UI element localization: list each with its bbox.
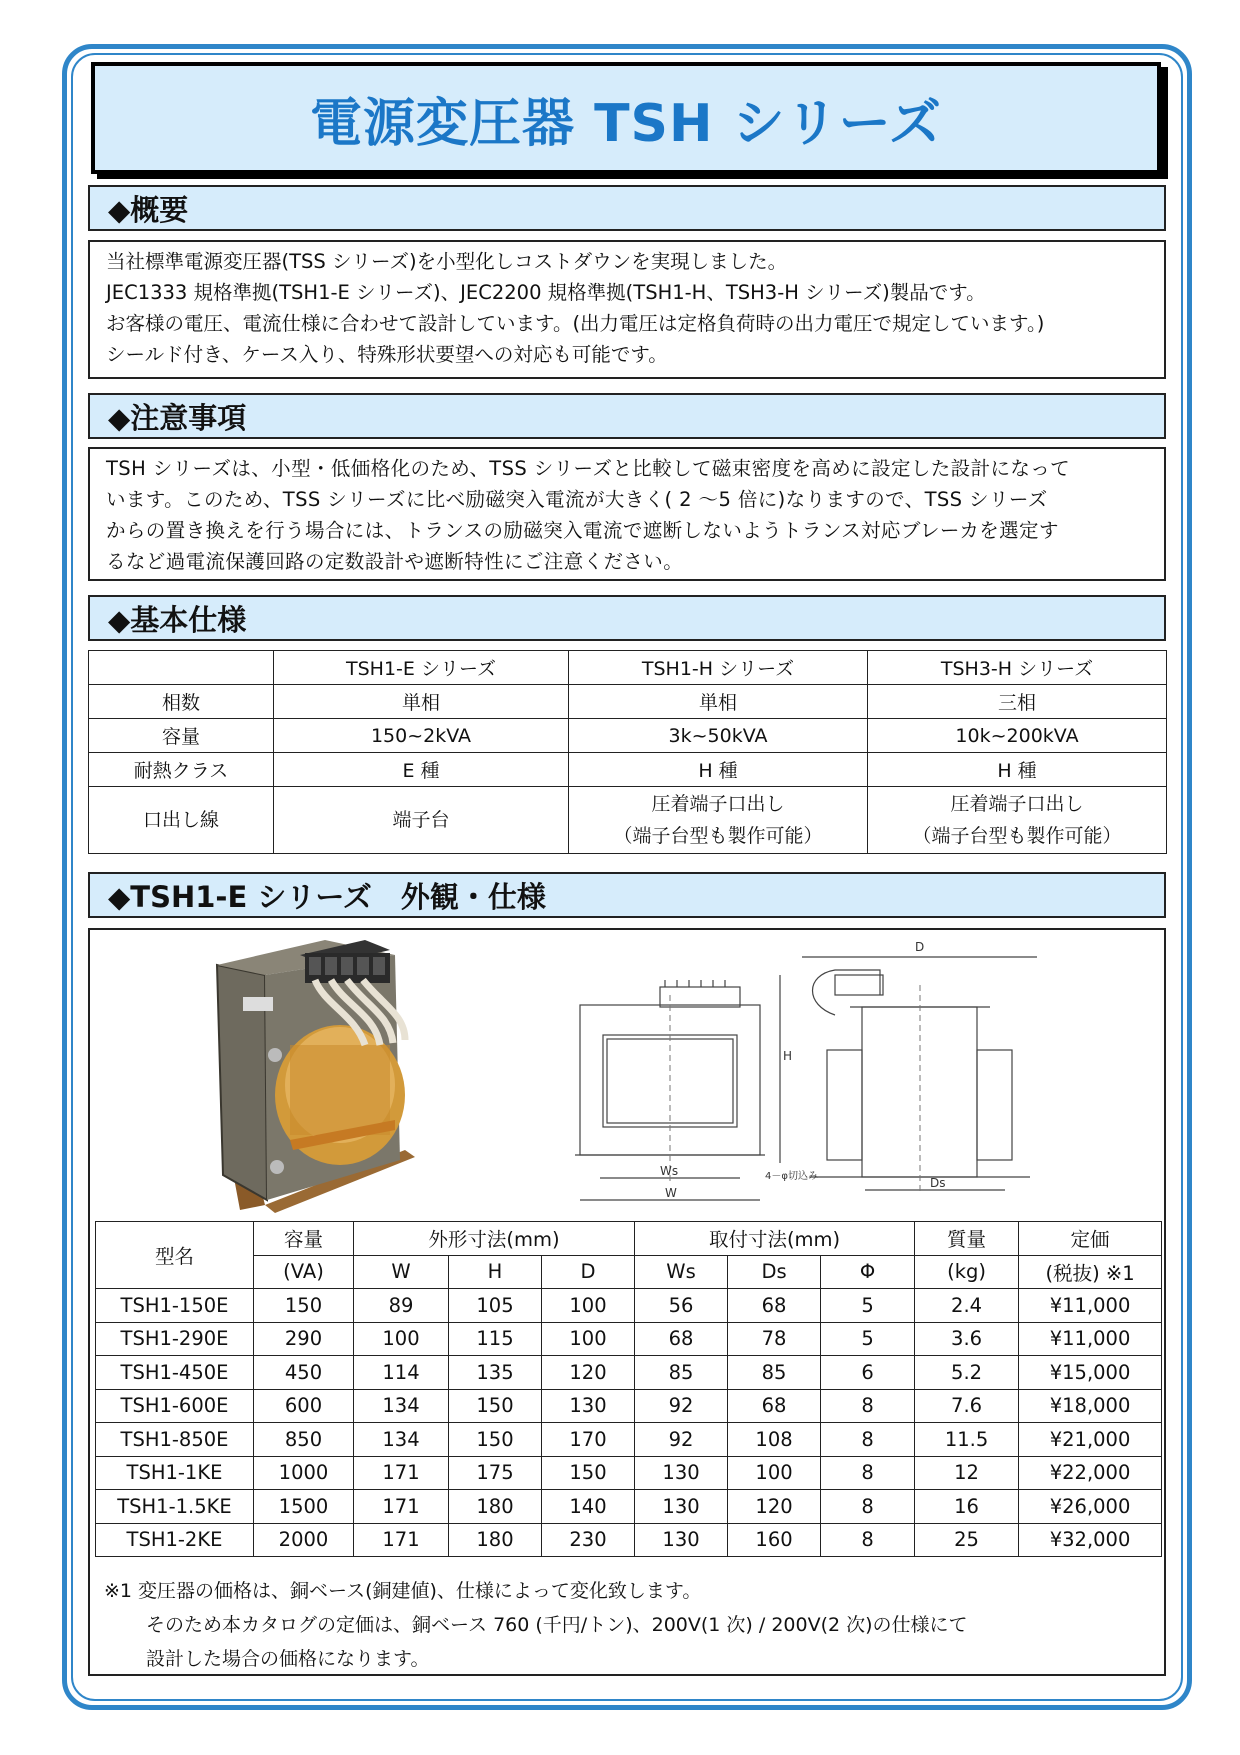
overview-line: お客様の電圧、電流仕様に合わせて設計しています。(出力電圧は定格負荷時の出力電圧で規定しています。): [106, 312, 1045, 335]
table-cell: 3.6: [915, 1322, 1019, 1356]
table-cell: 単相: [569, 685, 868, 719]
table-cell: 150~2kVA: [274, 719, 569, 753]
caution-line: います。このため、TSS シリーズに比べ励磁突入電流が大きく( 2 ～5 倍に)なりますので、TSS シリーズ: [106, 488, 1048, 511]
table-cell: 三相: [868, 685, 1167, 719]
caution-line: TSH シリーズは、小型・低価格化のため、TSS シリーズと比較して磁束密度を高めに設定した設計になって: [106, 457, 1071, 480]
table-cell: ¥32,000: [1019, 1523, 1162, 1557]
table-cell: ¥11,000: [1019, 1289, 1162, 1323]
basic-spec-table: [88, 650, 1167, 854]
table-cell: 100: [728, 1456, 821, 1490]
model-name-cell: TSH1-2KE: [96, 1523, 254, 1557]
header-mass: 質量: [915, 1222, 1019, 1256]
table-cell: 5.2: [915, 1356, 1019, 1390]
model-name-cell: TSH1-850E: [96, 1423, 254, 1457]
cell-line: （端子台型も製作可能）: [613, 825, 823, 847]
header-phi: Φ: [821, 1255, 915, 1289]
table-row: [89, 753, 1167, 787]
table-row: [96, 1322, 1162, 1356]
table-cell: 230: [542, 1523, 635, 1557]
table-row: [96, 1423, 1162, 1457]
drawing-label-d: D: [915, 940, 925, 954]
header-ds: Ds: [728, 1255, 821, 1289]
drawing-label-ws: Ws: [660, 1164, 679, 1178]
table-row: [89, 685, 1167, 719]
table-cell: ¥11,000: [1019, 1322, 1162, 1356]
table-cell: 2.4: [915, 1289, 1019, 1323]
table-cell: 5: [821, 1322, 915, 1356]
overview-line: 当社標準電源変圧器(TSS シリーズ)を小型化しコストダウンを実現しました。: [106, 250, 788, 273]
table-cell: 8: [821, 1523, 915, 1557]
note-line: ※1 変圧器の価格は、銅ベース(銅建値)、仕様によって変化致します。: [104, 1580, 702, 1602]
table-cell: 100: [354, 1322, 449, 1356]
table-cell: 25: [915, 1523, 1019, 1557]
table-cell: 1500: [254, 1490, 354, 1524]
caution-line: からの置き換えを行う場合には、トランスの励磁突入電流で遮断しないようトランス対応ブレーカを選定す: [106, 519, 1059, 542]
table-cell: 150: [449, 1423, 542, 1457]
table-cell: 100: [542, 1289, 635, 1323]
table-cell: 120: [728, 1490, 821, 1524]
table-cell: 850: [254, 1423, 354, 1457]
table-row: [96, 1456, 1162, 1490]
model-name-cell: TSH1-1.5KE: [96, 1490, 254, 1524]
table-row: [96, 1356, 1162, 1390]
table-cell: 150: [449, 1389, 542, 1423]
tsh1e-spec-body: [96, 1289, 1162, 1557]
table-cell: ¥18,000: [1019, 1389, 1162, 1423]
table-cell: 135: [449, 1356, 542, 1390]
table-header-row: [96, 1222, 1162, 1256]
drawing-label-h: H: [783, 1049, 793, 1063]
row-label: 容量: [89, 719, 274, 753]
table-cell: 180: [449, 1490, 542, 1524]
table-cell: 8: [821, 1423, 915, 1457]
row-label: 耐熱クラス: [89, 753, 274, 787]
model-name-cell: TSH1-450E: [96, 1356, 254, 1390]
table-cell: 12: [915, 1456, 1019, 1490]
table-cell: ¥21,000: [1019, 1423, 1162, 1457]
header-outer: 外形寸法(mm): [354, 1222, 635, 1256]
table-cell: 171: [354, 1490, 449, 1524]
table-cell: 130: [635, 1523, 728, 1557]
table-cell: 7.6: [915, 1389, 1019, 1423]
table-cell: ¥22,000: [1019, 1456, 1162, 1490]
table-cell: 端子台: [274, 787, 569, 854]
table-row: [96, 1389, 1162, 1423]
overview-text: [88, 240, 1166, 379]
table-cell: 85: [728, 1356, 821, 1390]
drawing-label-ds: Ds: [930, 1176, 946, 1190]
table-row: [89, 651, 1167, 685]
price-note: [104, 1574, 968, 1676]
model-name-cell: TSH1-1KE: [96, 1456, 254, 1490]
table-cell: 130: [635, 1490, 728, 1524]
table-header: TSH1-E シリーズ: [274, 651, 569, 685]
header-capacity: 容量: [254, 1222, 354, 1256]
cell-line: 圧着端子口出し: [651, 793, 785, 815]
table-cell: 105: [449, 1289, 542, 1323]
header-d: D: [542, 1255, 635, 1289]
table-cell: 130: [542, 1389, 635, 1423]
table-cell: 171: [354, 1523, 449, 1557]
table-cell: 140: [542, 1490, 635, 1524]
table-cell: 68: [728, 1289, 821, 1323]
page-title: 電源変圧器 TSH シリーズ: [91, 62, 1161, 174]
table-cell: 160: [728, 1523, 821, 1557]
table-cell: ¥26,000: [1019, 1490, 1162, 1524]
cell-line: 圧着端子口出し: [950, 793, 1084, 815]
dimension-drawing: [565, 935, 1065, 1215]
table-cell: 8: [821, 1456, 915, 1490]
table-cell: 114: [354, 1356, 449, 1390]
table-cell: [89, 651, 274, 685]
table-cell: 89: [354, 1289, 449, 1323]
header-w: W: [354, 1255, 449, 1289]
caution-text: [88, 447, 1166, 581]
table-cell: 16: [915, 1490, 1019, 1524]
table-cell: [868, 787, 1167, 854]
table-cell: 8: [821, 1389, 915, 1423]
header-ws: Ws: [635, 1255, 728, 1289]
header-price: 定価: [1019, 1222, 1162, 1256]
table-cell: 68: [635, 1322, 728, 1356]
table-cell: 2000: [254, 1523, 354, 1557]
table-cell: 171: [354, 1456, 449, 1490]
table-row: [89, 787, 1167, 854]
table-cell: 290: [254, 1322, 354, 1356]
header-model: 型名: [96, 1222, 254, 1289]
table-cell: 180: [449, 1523, 542, 1557]
table-cell: 5: [821, 1289, 915, 1323]
table-cell: 130: [635, 1456, 728, 1490]
row-label: 相数: [89, 685, 274, 719]
table-cell: 78: [728, 1322, 821, 1356]
table-cell: 6: [821, 1356, 915, 1390]
overview-heading: ◆概要: [88, 185, 1166, 231]
table-cell: 単相: [274, 685, 569, 719]
table-cell: [569, 787, 868, 854]
table-cell: 120: [542, 1356, 635, 1390]
table-cell: 8: [821, 1490, 915, 1524]
basic-spec-heading: ◆基本仕様: [88, 595, 1166, 641]
note-line: そのため本カタログの定価は、銅ベース 760 (千円/トン)、200V(1 次) / 200V(2 次)の仕様にて: [146, 1614, 968, 1636]
model-name-cell: TSH1-290E: [96, 1322, 254, 1356]
table-cell: 115: [449, 1322, 542, 1356]
table-cell: 11.5: [915, 1423, 1019, 1457]
header-mount: 取付寸法(mm): [635, 1222, 915, 1256]
table-cell: 600: [254, 1389, 354, 1423]
caution-heading: ◆注意事項: [88, 393, 1166, 439]
overview-line: シールド付き、ケース入り、特殊形状要望への対応も可能です。: [106, 343, 668, 366]
table-cell: 1000: [254, 1456, 354, 1490]
transformer-photo: [205, 935, 485, 1215]
note-line: 設計した場合の価格になります。: [146, 1648, 430, 1670]
table-row: [96, 1289, 1162, 1323]
table-cell: 85: [635, 1356, 728, 1390]
table-header: TSH1-H シリーズ: [569, 651, 868, 685]
model-name-cell: TSH1-150E: [96, 1289, 254, 1323]
header-h: H: [449, 1255, 542, 1289]
table-cell: 150: [542, 1456, 635, 1490]
model-name-cell: TSH1-600E: [96, 1389, 254, 1423]
row-label: 口出し線: [89, 787, 274, 854]
header-price-note: (税抜) ※1: [1019, 1255, 1162, 1289]
table-row: [89, 719, 1167, 753]
header-capacity-unit: (VA): [254, 1255, 354, 1289]
table-cell: 150: [254, 1289, 354, 1323]
table-cell: 134: [354, 1423, 449, 1457]
table-cell: 170: [542, 1423, 635, 1457]
table-cell: ¥15,000: [1019, 1356, 1162, 1390]
caution-line: るなど過電流保護回路の定数設計や遮断特性にご注意ください。: [106, 550, 684, 573]
table-header: TSH3-H シリーズ: [868, 651, 1167, 685]
table-cell: 3k~50kVA: [569, 719, 868, 753]
header-mass-unit: (kg): [915, 1255, 1019, 1289]
table-cell: H 種: [868, 753, 1167, 787]
table-header-row: [96, 1255, 1162, 1289]
table-cell: H 種: [569, 753, 868, 787]
tsh1e-heading: ◆TSH1-E シリーズ 外観・仕様: [88, 872, 1166, 918]
tsh1e-spec-table: [95, 1221, 1162, 1557]
overview-line: JEC1333 規格準拠(TSH1-E シリーズ)、JEC2200 規格準拠(TSH1-H、TSH3-H シリーズ)製品です。: [106, 281, 986, 304]
table-cell: 56: [635, 1289, 728, 1323]
table-cell: 108: [728, 1423, 821, 1457]
table-row: [96, 1490, 1162, 1524]
table-cell: 92: [635, 1423, 728, 1457]
table-cell: 10k~200kVA: [868, 719, 1167, 753]
table-cell: E 種: [274, 753, 569, 787]
drawing-label-w: W: [665, 1186, 677, 1200]
cell-line: （端子台型も製作可能）: [912, 825, 1122, 847]
table-cell: 450: [254, 1356, 354, 1390]
drawing-label-hole: 4－φ切込み: [765, 1171, 818, 1182]
table-cell: 68: [728, 1389, 821, 1423]
table-cell: 92: [635, 1389, 728, 1423]
table-cell: 175: [449, 1456, 542, 1490]
table-cell: 100: [542, 1322, 635, 1356]
table-cell: 134: [354, 1389, 449, 1423]
table-row: [96, 1523, 1162, 1557]
